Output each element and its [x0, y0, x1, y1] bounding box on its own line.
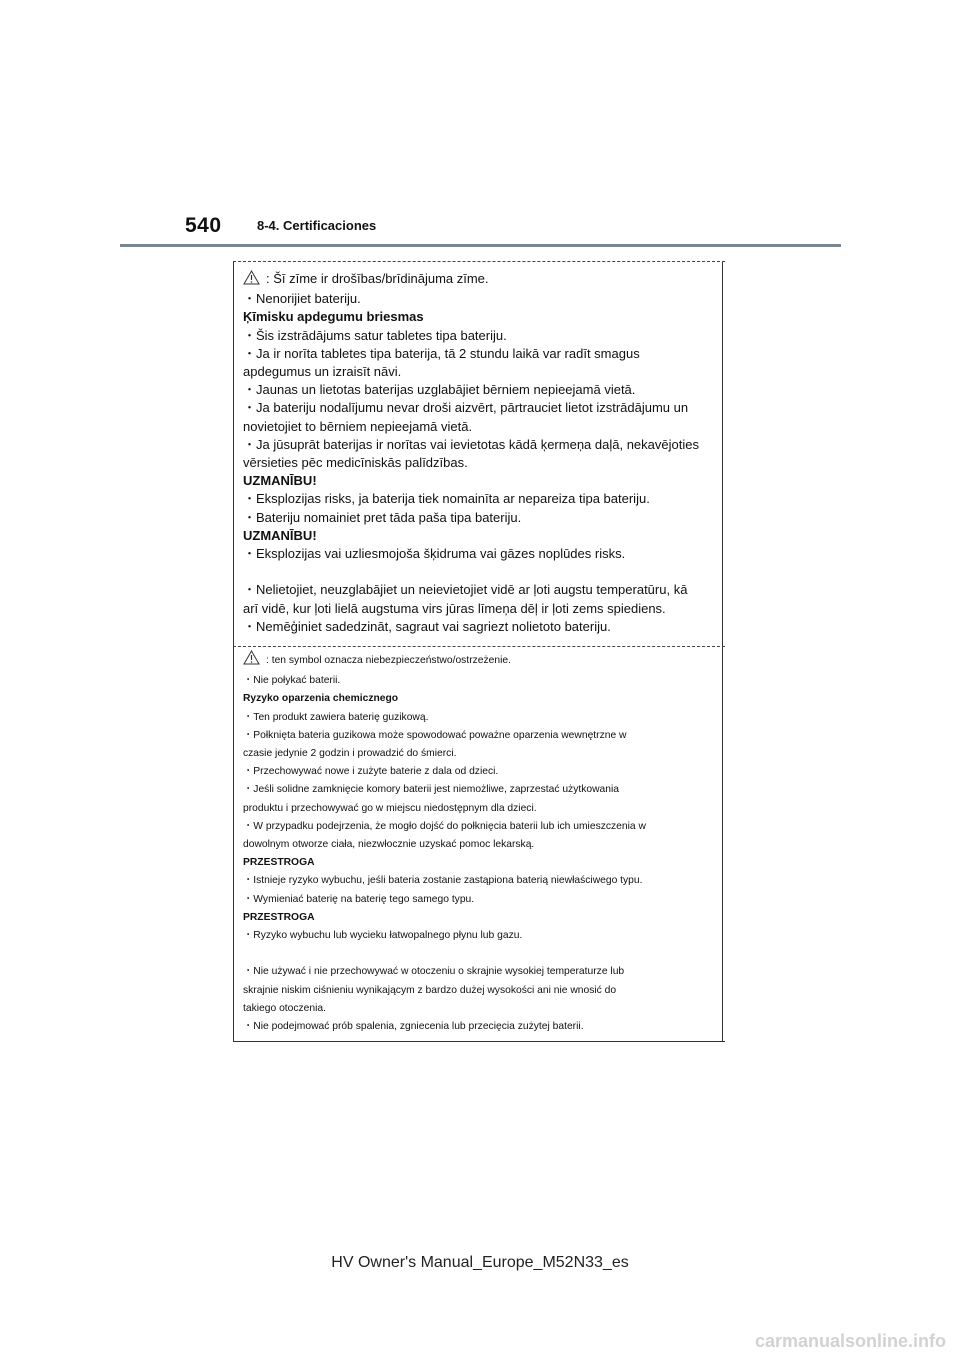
- latvian-text-line: arī vidē, kur ļoti lielā augstuma virs jūras līmeņa dēļ ir ļoti zems spiediens.: [243, 600, 666, 616]
- latvian-text-line: ・Nenorijiet bateriju.: [243, 291, 361, 307]
- latvian-text-line: Ķīmisku apdegumu briesmas: [243, 309, 424, 325]
- header-rule: [120, 244, 841, 247]
- watermark: carmanualsonline.info: [754, 1331, 946, 1351]
- polish-text-line: ・W przypadku podejrzenia, że mogło dojść do połknięcia baterii lub ich umieszczenia w: [243, 820, 646, 832]
- page-number: 540: [185, 214, 222, 237]
- frame-left-border: [233, 262, 234, 1041]
- polish-text-line: ・Wymieniać baterię na baterię tego samego typu.: [243, 893, 475, 905]
- warning-triangle-icon: [243, 650, 260, 672]
- latvian-text-line: UZMANĪBU!: [243, 473, 317, 489]
- polish-text-line: ・Nie połykać baterii.: [243, 675, 341, 687]
- polish-text-line: ・Połknięta bateria guzikowa może spowodować poważne oparzenia wewnętrzne w: [243, 729, 627, 741]
- latvian-warning-block: [243, 270, 713, 636]
- polish-text-line: dowolnym otworze ciała, niezwłocznie uzyskać pomoc lekarską.: [243, 839, 535, 851]
- latvian-text-line: ・Nelietojiet, neuzglabājiet un neievietojiet vidē ar ļoti augstu temperatūru, kā: [243, 582, 688, 598]
- latvian-text-line: ・Eksplozijas risks, ja baterija tiek nomainīta ar nepareiza tipa bateriju.: [243, 491, 650, 507]
- latvian-text-line: ・Nemēģiniet sadedzināt, sagraut vai sagriezt nolietoto bateriju.: [243, 618, 611, 634]
- polish-text-line: ・Ten produkt zawiera baterię guzikową.: [243, 711, 429, 723]
- polish-text-line: PRZESTROGA: [243, 857, 315, 869]
- frame-bottom-border: [233, 1041, 725, 1042]
- polish-text-line: produktu i przechowywać go w miejscu niedostępnym dla dzieci.: [243, 802, 537, 814]
- polish-text-line: skrajnie niskim ciśnieniu wynikającym z bardzo dużej wysokości ani nie wnosić do: [243, 984, 617, 996]
- polish-text-line: ・Ryzyko wybuchu lub wycieku łatwopalnego płynu lub gazu.: [243, 930, 523, 942]
- polish-lines: [243, 672, 713, 1036]
- latvian-text-line: [243, 563, 713, 581]
- latvian-text-line: ・Jaunas un lietotas baterijas uzglabājiet bērniem nepieejamā vietā.: [243, 382, 636, 398]
- latvian-text-line: UZMANĪBU!: [243, 527, 317, 543]
- latvian-symbol-line: [243, 270, 713, 290]
- page-footer: HV Owner's Manual_Europe_M52N33_es: [331, 1254, 629, 1271]
- latvian-text-line: ・Eksplozijas vai uzliesmojoša šķidruma vai gāzes noplūdes risks.: [243, 546, 626, 562]
- polish-text-line: ・Istnieje ryzyko wybuchu, jeśli bateria zostanie zastąpiona baterią niewłaściwego typu.: [243, 875, 643, 887]
- latvian-symbol-text: : Šī zīme ir drošības/brīdinājuma zīme.: [266, 271, 489, 286]
- polish-text-line: ・Przechowywać nowe i zużyte baterie z dala od dzieci.: [243, 766, 499, 778]
- latvian-lines: [243, 290, 713, 636]
- polish-symbol-text: : ten symbol oznacza niebezpieczeństwo/ostrzeżenie.: [266, 655, 511, 666]
- language-divider: [233, 646, 725, 647]
- latvian-text-line: ・Ja ir norīta tabletes tipa baterija, tā 2 stundu laikā var radīt smagus: [243, 345, 640, 361]
- latvian-text-line: ・Ja jūsuprāt baterijas ir norītas vai ievietotas kādā ķermeņa daļā, nekavējoties: [243, 436, 699, 452]
- polish-text-line: ・Nie używać i nie przechowywać w otoczeniu o skrajnie wysokiej temperaturze lub: [243, 966, 625, 978]
- polish-text-line: [243, 945, 713, 963]
- section-title: 8-4. Certificaciones: [257, 218, 377, 233]
- latvian-text-line: ・Šis izstrādājums satur tabletes tipa bateriju.: [243, 327, 507, 343]
- latvian-text-line: apdegumus un izraisīt nāvi.: [243, 364, 402, 380]
- polish-text-line: takiego otoczenia.: [243, 1002, 327, 1014]
- polish-symbol-line: [243, 650, 713, 672]
- latvian-text-line: novietojiet to bērniem nepieejamā vietā.: [243, 418, 473, 434]
- polish-text-line: czasie jedynie 2 godzin i prowadzić do śmierci.: [243, 748, 457, 760]
- polish-text-line: Ryzyko oparzenia chemicznego: [243, 693, 399, 705]
- polish-text-line: ・Nie podejmować prób spalenia, zgniecenia lub przecięcia zużytej baterii.: [243, 1021, 584, 1033]
- polish-text-line: ・Jeśli solidne zamknięcie komory baterii jest niemożliwe, zaprzestać użytkowania: [243, 784, 619, 796]
- latvian-text-line: ・Bateriju nomainiet pret tāda paša tipa bateriju.: [243, 509, 522, 525]
- scanned-warning-label: [233, 261, 725, 1042]
- frame-right-border: [722, 262, 723, 1041]
- latvian-text-line: ・Ja bateriju nodalījumu nevar droši aizvērt, pārtrauciet lietot izstrādājumu un: [243, 400, 689, 416]
- polish-text-line: PRZESTROGA: [243, 911, 315, 923]
- warning-triangle-icon: [243, 270, 260, 290]
- latvian-text-line: vērsieties pēc medicīniskās palīdzības.: [243, 455, 468, 471]
- polish-warning-block: [243, 650, 713, 1036]
